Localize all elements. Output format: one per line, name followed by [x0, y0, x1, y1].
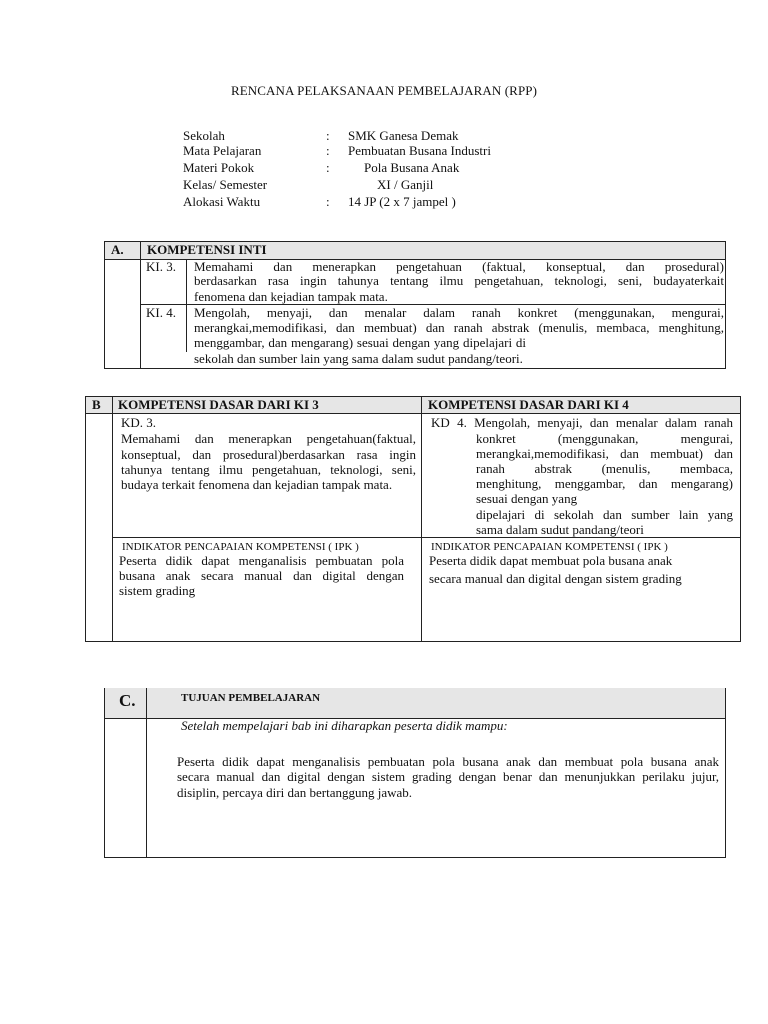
ipk-left-line: Peserta didik dapat menganalisis pembuatan pola — [119, 553, 404, 568]
section-c-body-last-line: disiplin, percaya diri dan bertanggung jawab. — [177, 785, 413, 800]
section-c-intro: Setelah mempelajari bab ini diharapkan peserta didik mampu: — [181, 718, 508, 733]
section-c-body-line: secara manual dan digital dengan sistem grading dengan benar dan menunjukkan perilaku jujur, — [177, 769, 719, 784]
kd4-line: menghitung, menggambar, dan mengarang) — [476, 476, 733, 491]
kd3-line: konseptual, dan prosedural)berdasarkan rasa ingin — [121, 447, 416, 462]
info-label: Sekolah — [183, 128, 225, 143]
info-colon: : — [326, 128, 330, 143]
kd3-line: tahunya tentang ilmu pengetahuan, teknologi, seni, — [121, 462, 416, 477]
ki3-line: fenomena dan kejadian tampak mata. — [194, 289, 388, 304]
ki3-line: Memahami dan menerapkan pengetahuan (faktual, konseptual, dan prosedural) — [194, 259, 724, 274]
info-value: XI / Ganjil — [377, 177, 434, 192]
kd4-line: sama dalam sudut pandang/teori — [476, 522, 644, 537]
section-a-heading: KOMPETENSI INTI — [147, 242, 267, 257]
kd4-line: ranah abstrak (menulis, membaca, — [476, 461, 733, 476]
info-label: Mata Pelajaran — [183, 143, 262, 158]
section-c-heading: TUJUAN PEMBELAJARAN — [181, 692, 321, 704]
info-colon: : — [326, 143, 330, 158]
info-value: Pembuatan Busana Industri — [348, 143, 491, 158]
info-label: Materi Pokok — [183, 160, 255, 175]
ipk-label-left: INDIKATOR PENCAPAIAN KOMPETENSI ( IPK ) — [122, 541, 359, 553]
ki4-last-line: sekolah dan sumber lain yang sama dalam sudut pandang/teori. — [194, 351, 523, 366]
kd4-line: sesuai dengan yang — [476, 491, 578, 506]
kd4-line: konkret (menggunakan, mengurai, — [476, 431, 733, 446]
info-value: 14 JP (2 x 7 jampel ) — [348, 194, 456, 209]
ki3-line: berdasarkan rasa ingin tahunya tentang ilmu pengetahuan, teknologi, seni, budayaterkait — [194, 273, 724, 288]
ki4-line: Mengolah, menyaji, dan menalar dalam ranah konkret (menggunakan, mengurai, — [194, 305, 724, 320]
section-a-letter: A. — [111, 242, 124, 257]
info-value: Pola Busana Anak — [364, 160, 460, 175]
ipk-right-line: Peserta didik dapat membuat pola busana anak — [429, 553, 673, 568]
ki4-line: menggambar, dan mengarang) sesuai dengan yang dipelajari di — [194, 335, 526, 350]
info-label: Kelas/ Semester — [183, 177, 268, 192]
kd3-last-line: budaya terkait fenomena dan kejadian tampak mata. — [121, 477, 393, 492]
ipk-left-last-line: sistem grading — [119, 583, 196, 598]
info-colon: : — [326, 160, 330, 175]
document-title: RENCANA PELAKSANAAN PEMBELAJARAN (RPP) — [230, 83, 538, 98]
info-label: Alokasi Waktu — [183, 194, 261, 209]
section-c-body-line: Peserta didik dapat menganalisis pembuatan pola busana anak dan membuat pola busana anak — [177, 754, 719, 769]
ki4-code: KI. 4. — [146, 305, 176, 320]
ki4-line: merangkai,memodifikasi, dan membuat) dan ranah abstrak (menulis, membaca, menghitung, — [194, 320, 724, 335]
kd3-line: Memahami dan menerapkan pengetahuan(faktual, — [121, 431, 416, 446]
kd4-first-line: KD 4. Mengolah, menyaji, dan menalar dalam ranah — [431, 415, 733, 430]
kd3-heading: KOMPETENSI DASAR DARI KI 3 — [118, 397, 319, 412]
ipk-label-right: INDIKATOR PENCAPAIAN KOMPETENSI ( IPK ) — [431, 541, 668, 553]
section-c-letter: C. — [119, 691, 136, 710]
kd4-line: merangkai,memodifikasi, dan membuat) dan — [476, 446, 733, 461]
kd4-line: dipelajari di sekolah dan sumber lain yang — [476, 507, 733, 522]
info-colon: : — [326, 194, 330, 209]
kd3-code: KD. 3. — [121, 415, 157, 430]
ki3-code: KI. 3. — [146, 259, 176, 274]
ipk-right-line: secara manual dan digital dengan sistem grading — [429, 571, 682, 586]
kd4-heading: KOMPETENSI DASAR DARI KI 4 — [428, 397, 629, 412]
info-value: SMK Ganesa Demak — [348, 128, 459, 143]
section-b-letter: B — [92, 397, 101, 412]
ipk-left-line: busana anak secara manual dan digital dengan — [119, 568, 404, 583]
